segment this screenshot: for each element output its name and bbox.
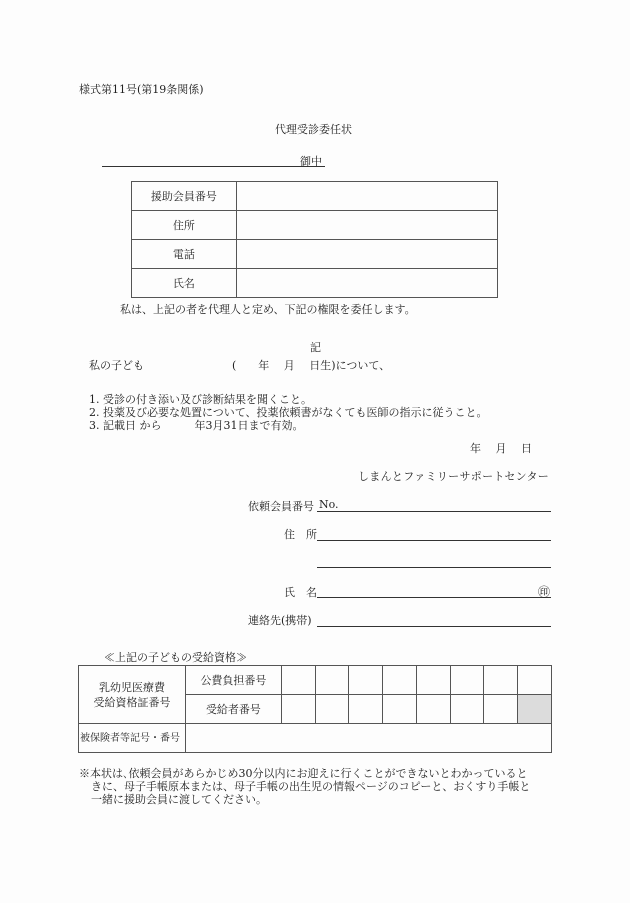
delegation-statement: 私は、上記の者を代理人と定め、下記の権限を委任します。: [120, 303, 416, 316]
form-number: 様式第11号(第19条関係): [79, 83, 204, 96]
requester-address-field-1[interactable]: [317, 540, 551, 541]
public-payer-number-label: 公費負担番号: [185, 666, 281, 695]
requester-contact-field[interactable]: [317, 626, 551, 627]
requester-name-field[interactable]: [317, 597, 551, 598]
document-title: 代理受診委任状: [275, 123, 352, 136]
recipient-digit-shaded: [518, 695, 552, 724]
requester-member-number-field[interactable]: [317, 511, 551, 512]
footnote-line-2: きに、母子手帳原本または、母子手帳の出生児の情報ページのコピーと、おくすり手帳と: [91, 780, 531, 793]
recipient-digit-1[interactable]: [281, 695, 315, 724]
center-name: しまんとファミリーサポートセンター: [358, 470, 550, 483]
authority-item-3: 3. 記載日 から 年3月31日まで有効。: [89, 419, 304, 432]
public-payer-digit-4[interactable]: [383, 666, 417, 695]
support-member-number-field[interactable]: [236, 182, 497, 211]
authority-item-1: 1. 受診の付き添い及び診断結果を聞くこと。: [89, 393, 312, 406]
addressee-input-line[interactable]: [102, 166, 325, 167]
public-payer-digit-3[interactable]: [349, 666, 383, 695]
table-row: [132, 240, 498, 269]
medical-certificate-label-line2: 受給資格証番号: [93, 695, 171, 709]
authority-item-2: 2. 投薬及び必要な処置について、投薬依頼書がなくても医師の指示に従うこと。: [89, 406, 488, 419]
recipient-digit-3[interactable]: [349, 695, 383, 724]
support-member-phone-field[interactable]: [236, 240, 497, 269]
public-payer-digit-2[interactable]: [315, 666, 349, 695]
requester-name-label: 氏 名: [284, 586, 317, 599]
table-row: [132, 211, 498, 240]
recipient-number-label: 受給者番号: [185, 695, 281, 724]
public-payer-digit-1[interactable]: [281, 666, 315, 695]
public-payer-digit-7[interactable]: [484, 666, 518, 695]
ki-heading: 記: [310, 341, 321, 354]
child-birthdate: ( 年 月 日生)について、: [232, 359, 391, 372]
support-member-address-label: 住所: [132, 211, 237, 240]
requester-address-label: 住 所: [284, 528, 317, 541]
requester-address-field-2[interactable]: [317, 567, 551, 568]
recipient-digit-5[interactable]: [416, 695, 450, 724]
support-member-name-label: 氏名: [132, 269, 237, 298]
support-member-phone-label: 電話: [132, 240, 237, 269]
requester-member-number-label: 依頼会員番号: [248, 500, 314, 513]
seal-icon: ㊞: [538, 585, 551, 599]
recipient-digit-6[interactable]: [450, 695, 484, 724]
public-payer-digit-8[interactable]: [518, 666, 552, 695]
medical-certificate-label: [79, 666, 186, 724]
signature-date: 年 月 日: [470, 442, 532, 455]
support-member-address-field[interactable]: [236, 211, 497, 240]
qualifications-table: [78, 665, 552, 753]
table-row: [132, 269, 498, 298]
support-member-number-label: 援助会員番号: [132, 182, 237, 211]
footnote: [79, 767, 559, 806]
insured-number-label: 被保険者等記号・番号: [79, 724, 186, 753]
footnote-line-1: ※本状は､依頼会員があらかじめ30分以内にお迎えに行くことができないとわかっていると: [79, 767, 528, 780]
public-payer-digit-5[interactable]: [416, 666, 450, 695]
recipient-digit-4[interactable]: [383, 695, 417, 724]
requester-contact-label: 連絡先(携帯): [248, 614, 312, 627]
recipient-digit-7[interactable]: [484, 695, 518, 724]
support-member-table: [131, 181, 498, 298]
child-label: 私の子ども: [89, 359, 144, 372]
insured-number-field[interactable]: [185, 724, 551, 753]
table-row: [132, 182, 498, 211]
public-payer-digit-6[interactable]: [450, 666, 484, 695]
addressee-suffix: 御中: [300, 155, 322, 168]
qualifications-heading: ≪上記の子どもの受給資格≫: [104, 651, 247, 664]
medical-certificate-label-line1: 乳幼児医療費: [98, 680, 165, 694]
table-row: [79, 724, 552, 753]
member-number-prefix: No.: [319, 498, 339, 511]
support-member-name-field[interactable]: [236, 269, 497, 298]
table-row: [79, 666, 552, 695]
recipient-digit-2[interactable]: [315, 695, 349, 724]
footnote-line-3: 一緒に援助会員に渡してください。: [91, 793, 267, 806]
